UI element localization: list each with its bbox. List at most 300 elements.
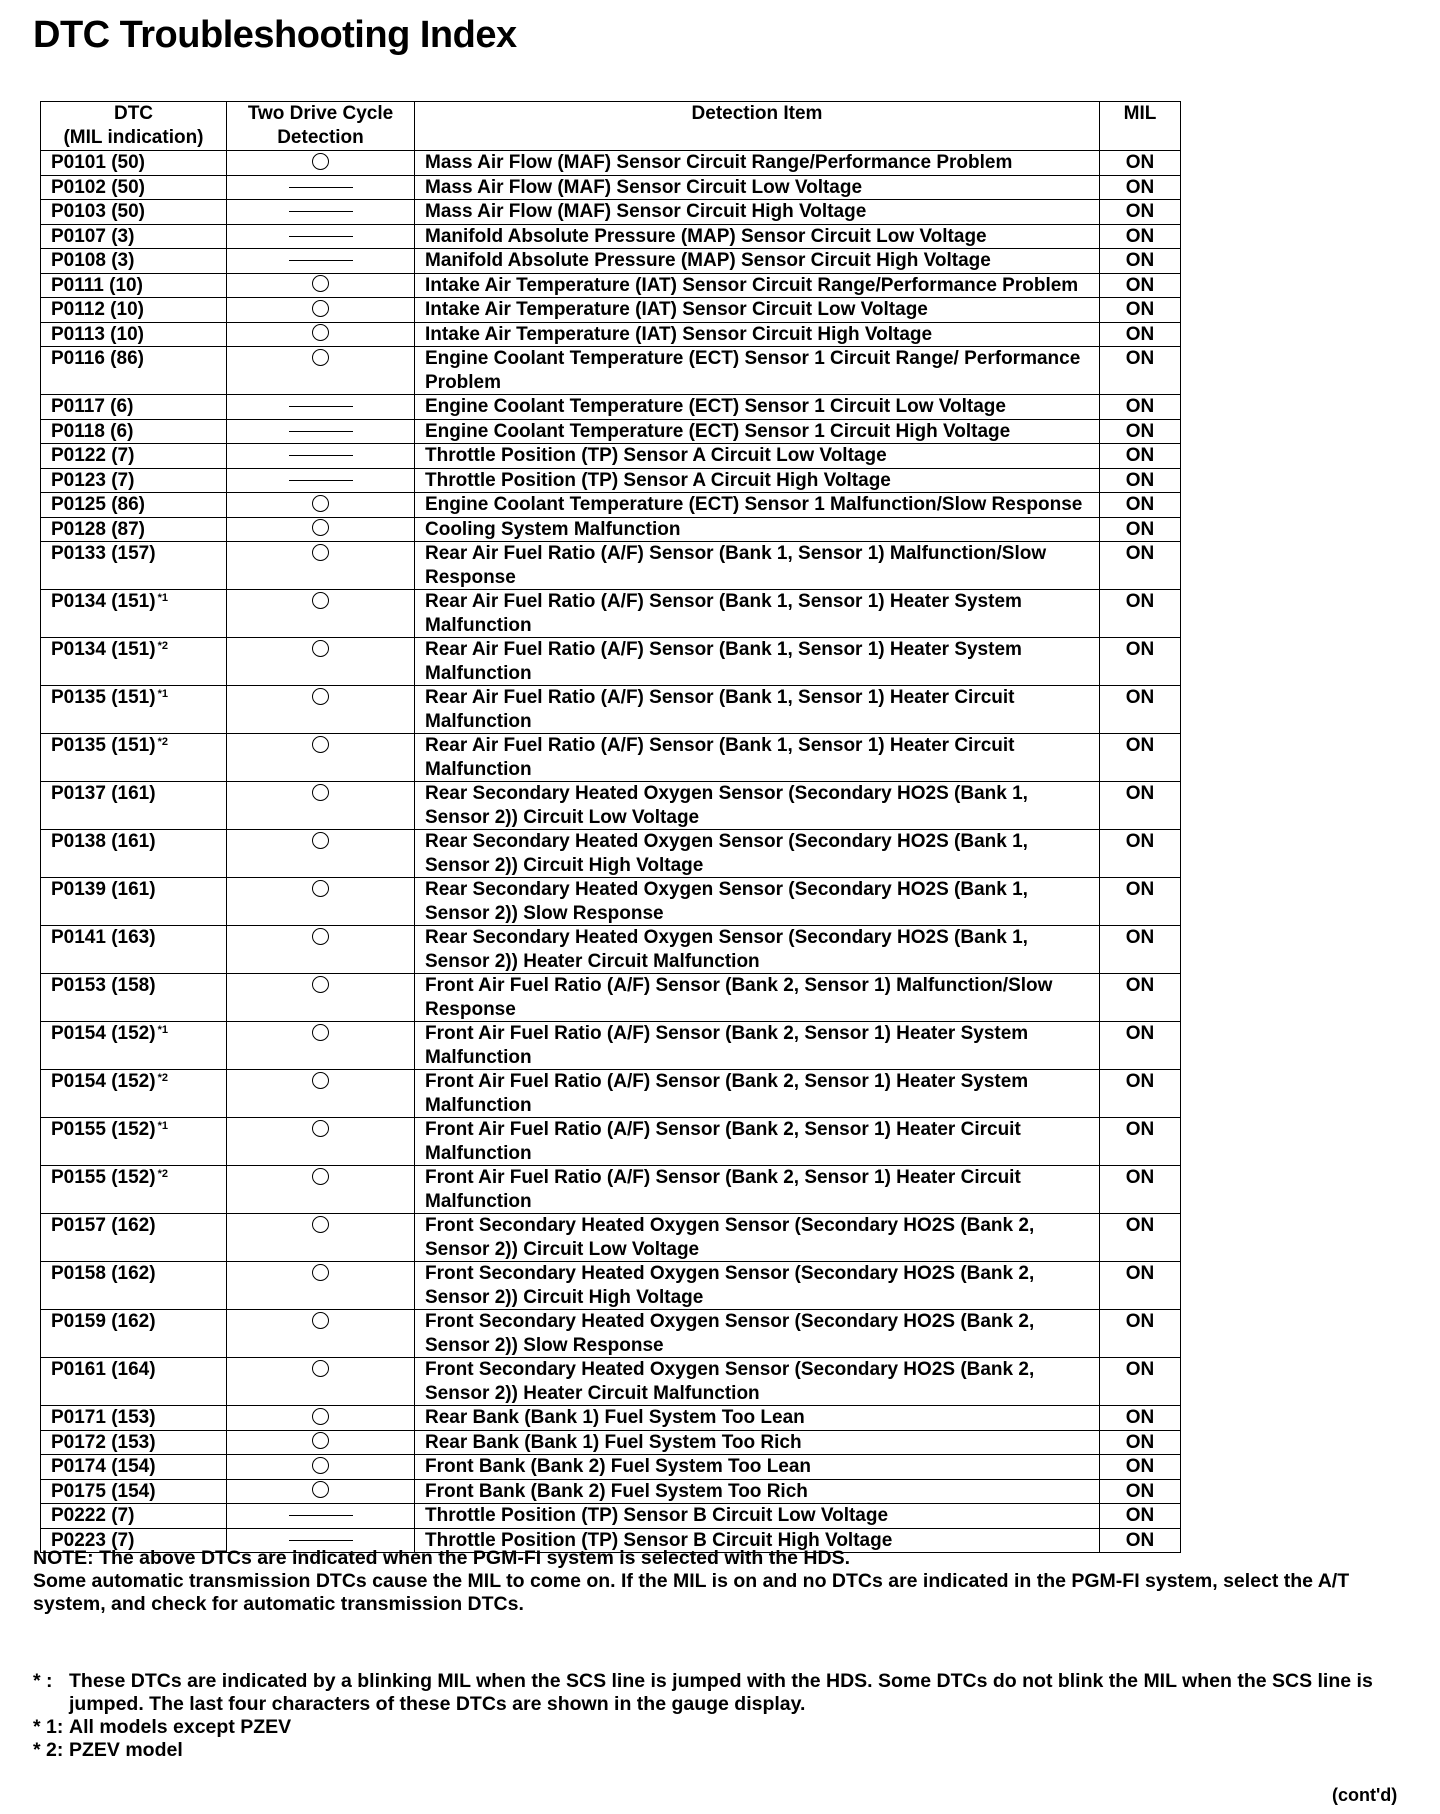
table-row	[41, 1262, 1181, 1310]
dtc-code: P0103 (50)	[51, 201, 146, 222]
mil-status-cell: ON	[1100, 322, 1181, 347]
detection-item-cell: Throttle Position (TP) Sensor B Circuit High Voltage	[415, 1528, 1100, 1553]
circle-icon	[312, 976, 329, 993]
table-row	[41, 1406, 1181, 1431]
mil-status-cell: ON	[1100, 1504, 1181, 1529]
mil-status-cell: ON	[1100, 273, 1181, 298]
dash-icon	[289, 187, 353, 188]
header-two-drive-line1: Two Drive Cycle	[247, 103, 394, 124]
dtc-code: P0133 (157)	[51, 543, 156, 564]
dash-icon	[289, 406, 353, 407]
detection-item-cell: Throttle Position (TP) Sensor A Circuit Low Voltage	[415, 444, 1100, 469]
two-drive-cycle-cell	[227, 1406, 415, 1431]
circle-icon	[312, 544, 329, 561]
circle-icon	[312, 1264, 329, 1281]
circle-icon	[312, 592, 329, 609]
footnote-mark: * :	[33, 1670, 53, 1692]
mil-status-cell: ON	[1100, 638, 1181, 686]
dtc-footnote-marker: *1	[157, 688, 168, 700]
table-row	[41, 1358, 1181, 1406]
circle-icon	[312, 324, 329, 341]
dtc-code-cell	[41, 249, 227, 274]
table-row	[41, 298, 1181, 323]
mil-status-cell: ON	[1100, 175, 1181, 200]
table-row	[41, 517, 1181, 542]
dtc-code-cell	[41, 1504, 227, 1529]
table-row	[41, 1118, 1181, 1166]
mil-status-cell: ON	[1100, 1262, 1181, 1310]
table-row	[41, 1504, 1181, 1529]
header-two-drive-cycle	[227, 102, 415, 151]
detection-item-cell: Front Air Fuel Ratio (A/F) Sensor (Bank 2, Sensor 1) Malfunction/Slow Response	[415, 974, 1100, 1022]
dtc-code-cell	[41, 1070, 227, 1118]
circle-icon	[312, 153, 329, 170]
dtc-code-cell	[41, 1430, 227, 1455]
dtc-code: P0135 (151)	[51, 687, 156, 708]
detection-item-cell: Mass Air Flow (MAF) Sensor Circuit Range/Performance Problem	[415, 151, 1100, 176]
dtc-code: P0139 (161)	[51, 879, 156, 900]
detection-item-cell: Engine Coolant Temperature (ECT) Sensor 1 Malfunction/Slow Response	[415, 493, 1100, 518]
circle-icon	[312, 519, 329, 536]
two-drive-cycle-cell	[227, 151, 415, 176]
dtc-code: P0223 (7)	[51, 1529, 135, 1551]
mil-status-cell: ON	[1100, 1070, 1181, 1118]
dtc-code-cell	[41, 347, 227, 395]
dtc-code: P0161 (164)	[51, 1359, 156, 1380]
table-row	[41, 444, 1181, 469]
dtc-table-container	[40, 101, 1181, 1553]
detection-item-cell: Intake Air Temperature (IAT) Sensor Circuit High Voltage	[415, 322, 1100, 347]
dtc-code-cell	[41, 1214, 227, 1262]
dtc-code-cell	[41, 468, 227, 493]
dtc-code-cell	[41, 395, 227, 420]
dash-icon	[289, 260, 353, 261]
table-row	[41, 1479, 1181, 1504]
table-row	[41, 926, 1181, 974]
mil-status-cell: ON	[1100, 830, 1181, 878]
dtc-code: P0113 (10)	[51, 323, 144, 345]
table-row	[41, 175, 1181, 200]
dtc-code-cell	[41, 1310, 227, 1358]
two-drive-cycle-cell	[227, 1310, 415, 1358]
dtc-code: P0154 (152)	[51, 1071, 156, 1092]
dtc-code: P0154 (152)	[51, 1023, 156, 1044]
circle-icon	[312, 1432, 329, 1449]
detection-item-cell: Front Air Fuel Ratio (A/F) Sensor (Bank 2, Sensor 1) Heater System Malfunction	[415, 1022, 1100, 1070]
footnote-mark: * 2:	[33, 1739, 64, 1761]
detection-item-cell: Front Air Fuel Ratio (A/F) Sensor (Bank 2, Sensor 1) Heater System Malfunction	[415, 1070, 1100, 1118]
dtc-code: P0157 (162)	[51, 1215, 156, 1236]
dash-icon	[289, 431, 353, 432]
two-drive-cycle-cell	[227, 1262, 415, 1310]
two-drive-cycle-cell	[227, 974, 415, 1022]
table-row	[41, 224, 1181, 249]
mil-status-cell: ON	[1100, 1479, 1181, 1504]
dtc-code-cell	[41, 1479, 227, 1504]
dtc-code-cell	[41, 974, 227, 1022]
two-drive-cycle-cell	[227, 1118, 415, 1166]
dtc-code: P0111 (10)	[51, 274, 143, 296]
two-drive-cycle-cell	[227, 830, 415, 878]
dtc-footnote-marker: *2	[157, 1072, 168, 1084]
circle-icon	[312, 495, 329, 512]
mil-status-cell: ON	[1100, 249, 1181, 274]
mil-status-cell: ON	[1100, 468, 1181, 493]
circle-icon	[312, 1168, 329, 1185]
two-drive-cycle-cell	[227, 542, 415, 590]
mil-status-cell: ON	[1100, 298, 1181, 323]
dash-icon	[289, 1515, 353, 1516]
detection-item-cell: Rear Secondary Heated Oxygen Sensor (Secondary HO2S (Bank 1, Sensor 2)) Slow Response	[415, 878, 1100, 926]
table-row	[41, 419, 1181, 444]
detection-item-cell: Cooling System Malfunction	[415, 517, 1100, 542]
two-drive-cycle-cell	[227, 1214, 415, 1262]
two-drive-cycle-cell	[227, 1358, 415, 1406]
header-dtc-line1: DTC	[113, 103, 154, 124]
dtc-code: P0112 (10)	[51, 299, 144, 320]
mil-status-cell: ON	[1100, 1430, 1181, 1455]
dtc-code-cell	[41, 200, 227, 225]
page-title: DTC Troubleshooting Index	[33, 14, 517, 56]
circle-icon	[312, 736, 329, 753]
circle-icon	[312, 880, 329, 897]
mil-status-cell: ON	[1100, 926, 1181, 974]
detection-item-cell: Rear Bank (Bank 1) Fuel System Too Rich	[415, 1430, 1100, 1455]
detection-item-cell: Throttle Position (TP) Sensor A Circuit High Voltage	[415, 468, 1100, 493]
two-drive-cycle-cell	[227, 1430, 415, 1455]
dtc-code: P0108 (3)	[51, 250, 135, 271]
table-row	[41, 590, 1181, 638]
dtc-code-cell	[41, 1166, 227, 1214]
dtc-code: P0222 (7)	[51, 1505, 135, 1526]
two-drive-cycle-cell	[227, 395, 415, 420]
dtc-code-cell	[41, 926, 227, 974]
two-drive-cycle-cell	[227, 734, 415, 782]
table-row	[41, 782, 1181, 830]
table-row	[41, 493, 1181, 518]
circle-icon	[312, 1481, 329, 1498]
detection-item-cell: Front Secondary Heated Oxygen Sensor (Secondary HO2S (Bank 2, Sensor 2)) Heater Circuit Malfunction	[415, 1358, 1100, 1406]
circle-icon	[312, 1312, 329, 1329]
circle-icon	[312, 640, 329, 657]
dtc-code-cell	[41, 542, 227, 590]
dtc-code: P0155 (152)	[51, 1167, 156, 1188]
dtc-code-cell	[41, 830, 227, 878]
two-drive-cycle-cell	[227, 273, 415, 298]
dash-icon	[289, 236, 353, 237]
dtc-table	[40, 101, 1181, 1553]
table-row	[41, 638, 1181, 686]
dtc-code: P0118 (6)	[51, 420, 134, 442]
dtc-code: P0174 (154)	[51, 1456, 156, 1477]
dtc-code: P0128 (87)	[51, 518, 146, 540]
dtc-code: P0138 (161)	[51, 831, 156, 852]
table-row	[41, 151, 1181, 176]
detection-item-cell: Rear Air Fuel Ratio (A/F) Sensor (Bank 1, Sensor 1) Heater Circuit Malfunction	[415, 686, 1100, 734]
table-row	[41, 1070, 1181, 1118]
mil-status-cell: ON	[1100, 878, 1181, 926]
two-drive-cycle-cell	[227, 590, 415, 638]
two-drive-cycle-cell	[227, 1070, 415, 1118]
table-row	[41, 273, 1181, 298]
detection-item-cell: Manifold Absolute Pressure (MAP) Sensor Circuit High Voltage	[415, 249, 1100, 274]
dtc-code: P0122 (7)	[51, 445, 135, 466]
dtc-code: P0172 (153)	[51, 1431, 156, 1453]
detection-item-cell: Mass Air Flow (MAF) Sensor Circuit Low Voltage	[415, 175, 1100, 200]
two-drive-cycle-cell	[227, 322, 415, 347]
dtc-code-cell	[41, 1262, 227, 1310]
dtc-code: P0153 (158)	[51, 975, 156, 996]
dtc-code-cell	[41, 322, 227, 347]
footnote-mark: * 1:	[33, 1716, 64, 1738]
mil-status-cell: ON	[1100, 1310, 1181, 1358]
dtc-code-cell	[41, 1022, 227, 1070]
dtc-code-cell	[41, 686, 227, 734]
table-row	[41, 830, 1181, 878]
dtc-code: P0116 (86)	[51, 348, 144, 369]
mil-status-cell: ON	[1100, 1214, 1181, 1262]
dtc-code: P0107 (3)	[51, 225, 135, 247]
table-row	[41, 347, 1181, 395]
dtc-code-cell	[41, 151, 227, 176]
dtc-footnote-marker: *1	[157, 592, 168, 604]
table-row	[41, 686, 1181, 734]
dtc-footnote-marker: *1	[157, 1024, 168, 1036]
table-row	[41, 1310, 1181, 1358]
two-drive-cycle-cell	[227, 347, 415, 395]
detection-item-cell: Mass Air Flow (MAF) Sensor Circuit High Voltage	[415, 200, 1100, 225]
two-drive-cycle-cell	[227, 224, 415, 249]
table-header-row	[41, 102, 1181, 151]
detection-item-cell: Rear Air Fuel Ratio (A/F) Sensor (Bank 1, Sensor 1) Heater Circuit Malfunction	[415, 734, 1100, 782]
circle-icon	[312, 1457, 329, 1474]
dtc-code-cell	[41, 1406, 227, 1431]
mil-status-cell: ON	[1100, 1455, 1181, 1480]
detection-item-cell: Front Air Fuel Ratio (A/F) Sensor (Bank 2, Sensor 1) Heater Circuit Malfunction	[415, 1118, 1100, 1166]
mil-status-cell: ON	[1100, 1118, 1181, 1166]
two-drive-cycle-cell	[227, 782, 415, 830]
two-drive-cycle-cell	[227, 1166, 415, 1214]
dtc-code: P0135 (151)	[51, 735, 156, 756]
two-drive-cycle-cell	[227, 419, 415, 444]
dtc-code-cell	[41, 517, 227, 542]
table-row	[41, 395, 1181, 420]
footnote-text: PZEV model	[69, 1739, 183, 1761]
circle-icon	[312, 1408, 329, 1425]
dtc-footnote-marker: *2	[157, 640, 168, 652]
detection-item-cell: Front Secondary Heated Oxygen Sensor (Secondary HO2S (Bank 2, Sensor 2)) Circuit Low Voltage	[415, 1214, 1100, 1262]
table-row	[41, 200, 1181, 225]
dtc-footnote-marker: *2	[157, 736, 168, 748]
continued-label: (cont'd)	[1332, 1785, 1398, 1805]
table-row	[41, 1455, 1181, 1480]
circle-icon	[312, 1024, 329, 1041]
mil-status-cell: ON	[1100, 734, 1181, 782]
header-dtc-line2: (MIL indication)	[63, 127, 204, 148]
mil-status-cell: ON	[1100, 224, 1181, 249]
two-drive-cycle-cell	[227, 926, 415, 974]
detection-item-cell: Rear Air Fuel Ratio (A/F) Sensor (Bank 1, Sensor 1) Heater System Malfunction	[415, 590, 1100, 638]
mil-status-cell: ON	[1100, 1358, 1181, 1406]
two-drive-cycle-cell	[227, 200, 415, 225]
mil-status-cell: ON	[1100, 1022, 1181, 1070]
dtc-code-cell	[41, 878, 227, 926]
dtc-code-cell	[41, 273, 227, 298]
two-drive-cycle-cell	[227, 1504, 415, 1529]
dtc-footnote-marker: *2	[157, 1168, 168, 1180]
note-text-2: Some automatic transmission DTCs cause the MIL to come on. If the MIL is on and no DTCs are indicated in the PGM-FI system, select the A/T system, and check for automatic transmission DTCs.	[33, 1570, 1350, 1615]
mil-status-cell: ON	[1100, 590, 1181, 638]
dtc-code: P0134 (151)	[51, 591, 156, 612]
two-drive-cycle-cell	[227, 444, 415, 469]
header-dtc	[41, 102, 227, 151]
detection-item-cell: Rear Secondary Heated Oxygen Sensor (Secondary HO2S (Bank 1, Sensor 2)) Heater Circuit Malfunction	[415, 926, 1100, 974]
dtc-code: P0137 (161)	[51, 783, 156, 804]
dtc-code: P0175 (154)	[51, 1480, 156, 1502]
dtc-code-cell	[41, 298, 227, 323]
table-row	[41, 974, 1181, 1022]
table-row	[41, 322, 1181, 347]
detection-item-cell: Rear Secondary Heated Oxygen Sensor (Secondary HO2S (Bank 1, Sensor 2)) Circuit High Voltage	[415, 830, 1100, 878]
two-drive-cycle-cell	[227, 298, 415, 323]
dtc-code-cell	[41, 1118, 227, 1166]
two-drive-cycle-cell	[227, 468, 415, 493]
circle-icon	[312, 1360, 329, 1377]
dtc-code-cell	[41, 493, 227, 518]
detection-item-cell: Engine Coolant Temperature (ECT) Sensor 1 Circuit Low Voltage	[415, 395, 1100, 420]
mil-status-cell: ON	[1100, 782, 1181, 830]
circle-icon	[312, 688, 329, 705]
two-drive-cycle-cell	[227, 517, 415, 542]
two-drive-cycle-cell	[227, 686, 415, 734]
detection-item-cell: Throttle Position (TP) Sensor B Circuit Low Voltage	[415, 1504, 1100, 1529]
two-drive-cycle-cell	[227, 638, 415, 686]
two-drive-cycle-cell	[227, 1479, 415, 1504]
detection-item-cell: Front Air Fuel Ratio (A/F) Sensor (Bank 2, Sensor 1) Heater Circuit Malfunction	[415, 1166, 1100, 1214]
circle-icon	[312, 349, 329, 366]
detection-item-cell: Front Secondary Heated Oxygen Sensor (Secondary HO2S (Bank 2, Sensor 2)) Slow Response	[415, 1310, 1100, 1358]
mil-status-cell: ON	[1100, 1406, 1181, 1431]
detection-item-cell: Rear Bank (Bank 1) Fuel System Too Lean	[415, 1406, 1100, 1431]
footnote-line	[33, 1739, 1413, 1762]
dtc-code: P0125 (86)	[51, 494, 146, 515]
mil-status-cell: ON	[1100, 1528, 1181, 1553]
dtc-footnote-marker: *1	[157, 1120, 168, 1132]
circle-icon	[312, 928, 329, 945]
circle-icon	[312, 1072, 329, 1089]
mil-status-cell: ON	[1100, 419, 1181, 444]
circle-icon	[312, 832, 329, 849]
two-drive-cycle-cell	[227, 878, 415, 926]
detection-item-cell: Front Bank (Bank 2) Fuel System Too Lean	[415, 1455, 1100, 1480]
dtc-code: P0159 (162)	[51, 1311, 156, 1332]
mil-status-cell: ON	[1100, 686, 1181, 734]
header-mil: MIL	[1100, 102, 1181, 151]
circle-icon	[312, 275, 329, 292]
detection-item-cell: Manifold Absolute Pressure (MAP) Sensor Circuit Low Voltage	[415, 224, 1100, 249]
note-text: NOTE: The above DTCs are indicated when the PGM-FI system is selected with the HDS.	[33, 1547, 851, 1569]
circle-icon	[312, 1216, 329, 1233]
dtc-code-cell	[41, 1358, 227, 1406]
dtc-code: P0141 (163)	[51, 927, 156, 948]
mil-status-cell: ON	[1100, 517, 1181, 542]
table-row	[41, 1430, 1181, 1455]
header-detection-item: Detection Item	[415, 102, 1100, 151]
dtc-code: P0123 (7)	[51, 469, 135, 491]
mil-status-cell: ON	[1100, 151, 1181, 176]
mil-status-cell: ON	[1100, 395, 1181, 420]
two-drive-cycle-cell	[227, 493, 415, 518]
table-row	[41, 1166, 1181, 1214]
dtc-code: P0102 (50)	[51, 176, 146, 198]
dtc-code-cell	[41, 782, 227, 830]
dtc-code-cell	[41, 224, 227, 249]
detection-item-cell: Front Secondary Heated Oxygen Sensor (Secondary HO2S (Bank 2, Sensor 2)) Circuit High Voltage	[415, 1262, 1100, 1310]
detection-item-cell: Front Bank (Bank 2) Fuel System Too Rich	[415, 1479, 1100, 1504]
mil-status-cell: ON	[1100, 542, 1181, 590]
table-row	[41, 542, 1181, 590]
two-drive-cycle-cell	[227, 1022, 415, 1070]
dash-icon	[289, 455, 353, 456]
note-block	[33, 1547, 1413, 1616]
dtc-code-cell	[41, 734, 227, 782]
dtc-code: P0158 (162)	[51, 1263, 156, 1284]
mil-status-cell: ON	[1100, 347, 1181, 395]
detection-item-cell: Engine Coolant Temperature (ECT) Sensor 1 Circuit Range/ Performance Problem	[415, 347, 1100, 395]
footnote-line	[33, 1716, 1413, 1739]
dash-icon	[289, 1540, 353, 1541]
mil-status-cell: ON	[1100, 974, 1181, 1022]
dtc-code: P0117 (6)	[51, 396, 134, 417]
detection-item-cell: Rear Air Fuel Ratio (A/F) Sensor (Bank 1, Sensor 1) Heater System Malfunction	[415, 638, 1100, 686]
two-drive-cycle-cell	[227, 249, 415, 274]
dtc-code-cell	[41, 590, 227, 638]
footnote-text: All models except PZEV	[69, 1716, 292, 1738]
footnote-block	[33, 1670, 1413, 1762]
two-drive-cycle-cell	[227, 175, 415, 200]
dtc-code: P0171 (153)	[51, 1407, 156, 1428]
footnote-line	[33, 1670, 1413, 1716]
table-body	[41, 151, 1181, 1553]
dtc-code-cell	[41, 419, 227, 444]
circle-icon	[312, 1120, 329, 1137]
detection-item-cell: Intake Air Temperature (IAT) Sensor Circuit Range/Performance Problem	[415, 273, 1100, 298]
dtc-code-cell	[41, 1455, 227, 1480]
two-drive-cycle-cell	[227, 1455, 415, 1480]
table-row	[41, 249, 1181, 274]
dash-icon	[289, 211, 353, 212]
dtc-code: P0155 (152)	[51, 1119, 156, 1140]
table-row	[41, 878, 1181, 926]
mil-status-cell: ON	[1100, 493, 1181, 518]
dtc-code: P0134 (151)	[51, 639, 156, 660]
footnote-text: These DTCs are indicated by a blinking MIL when the SCS line is jumped with the HDS. Some DTCs do not blink the MIL when the SCS line is jumped. The last four characters of these DTCs are shown in the gauge display.	[69, 1670, 1373, 1715]
circle-icon	[312, 784, 329, 801]
table-row	[41, 1022, 1181, 1070]
dtc-code: P0101 (50)	[51, 152, 146, 173]
detection-item-cell: Rear Secondary Heated Oxygen Sensor (Secondary HO2S (Bank 1, Sensor 2)) Circuit Low Voltage	[415, 782, 1100, 830]
detection-item-cell: Engine Coolant Temperature (ECT) Sensor 1 Circuit High Voltage	[415, 419, 1100, 444]
mil-status-cell: ON	[1100, 1166, 1181, 1214]
dash-icon	[289, 480, 353, 481]
table-row	[41, 1214, 1181, 1262]
table-row	[41, 734, 1181, 782]
dtc-code-cell	[41, 444, 227, 469]
header-two-drive-line2: Detection	[277, 127, 364, 148]
mil-status-cell: ON	[1100, 444, 1181, 469]
dtc-code-cell	[41, 638, 227, 686]
dtc-code-cell	[41, 175, 227, 200]
